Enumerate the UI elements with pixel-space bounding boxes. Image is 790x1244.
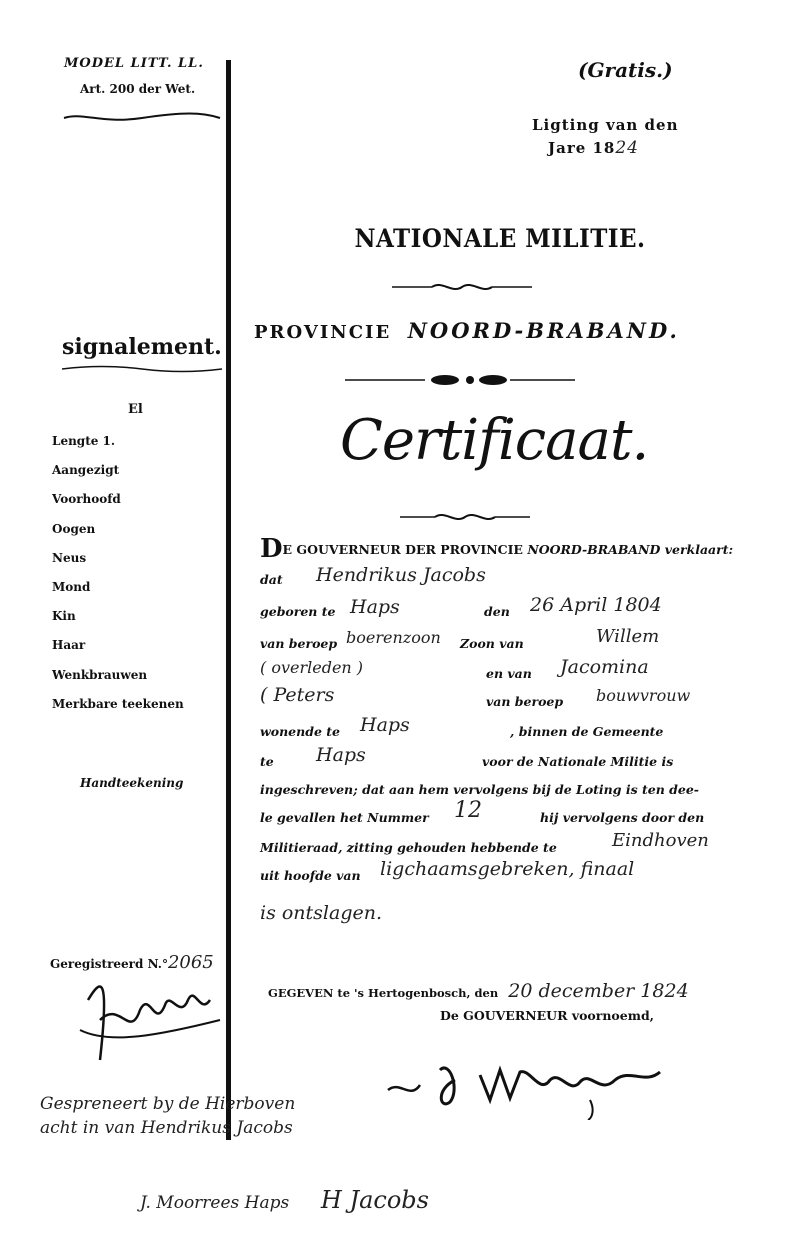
hw-given-date: 20 december 1824 <box>508 980 689 1002</box>
hw-deceased: ( overleden ) <box>260 658 364 677</box>
field-aangezigt: Aangezigt <box>52 463 120 478</box>
model-reference: MODEL LITT. LL. <box>64 56 204 71</box>
note-line-1: Gespreneert by de Hierboven <box>40 1094 296 1114</box>
field-voorhoofd: Voorhoofd <box>52 492 121 507</box>
hw-name: Hendrikus Jacobs <box>316 564 486 586</box>
hw-reason: ligchaamsgebreken, finaal <box>380 858 635 880</box>
article-reference: Art. 200 der Wet. <box>80 82 196 96</box>
hw-mother-occupation: bouwvrouw <box>596 686 691 705</box>
given-line <box>268 980 689 1002</box>
hw-lot-number: 12 <box>454 798 482 823</box>
ornament-divider <box>400 510 530 524</box>
hw-mother-surname: ( Peters <box>260 684 335 706</box>
hw-municipality: Haps <box>316 744 366 766</box>
province-label: PROVINCIE <box>254 322 392 343</box>
recruit-signature: H Jacobs <box>320 1186 429 1214</box>
field-oogen: Oogen <box>52 521 96 536</box>
signalement-heading: signalement. <box>62 334 222 360</box>
text-nationale-militie: voor de Nationale Militie is <box>482 754 674 769</box>
text-wonende-te: wonende te <box>260 724 340 739</box>
text-gegeven: GEGEVEN te 's Hertogenbosch, den <box>268 986 499 1000</box>
line-dat <box>260 564 486 587</box>
declaration-lead <box>260 534 733 564</box>
ligting-label: Ligting van den <box>532 116 679 134</box>
lead-text: E GOUVERNEUR DER PROVINCIE <box>282 542 523 557</box>
text-nummer: le gevallen het Nummer <box>260 810 429 825</box>
field-kin: Kin <box>52 609 76 624</box>
field-merkbare-teekenen: Merkbare teekenen <box>52 696 184 711</box>
hw-occupation: boerenzoon <box>346 628 441 647</box>
line-beroep <box>260 626 760 651</box>
ornament-divider <box>392 280 532 294</box>
line-ontslagen <box>260 902 382 924</box>
line-ingeschreven: ingeschreven; dat aan hem vervolgens bij de Loting is ten dee- <box>260 782 699 797</box>
registration-label: Geregistreerd N.° <box>50 957 168 971</box>
certificate-heading: Certificaat. <box>340 408 649 473</box>
text-dat: dat <box>260 572 283 587</box>
hw-mother: Jacomina <box>560 656 649 678</box>
ligting-year-printed: Jare 18 <box>548 139 616 157</box>
text-van-beroep-2: van beroep <box>486 694 564 709</box>
text-militieraad: Militieraad, zitting gehouden hebbende te <box>260 840 557 855</box>
ornamental-rule <box>62 364 222 374</box>
hw-discharged: is ontslagen. <box>260 902 383 924</box>
field-mond: Mond <box>52 579 91 594</box>
witness-signature: J. Moorrees Haps <box>140 1193 290 1213</box>
field-haar: Haar <box>52 638 86 653</box>
hw-father: Willem <box>596 626 660 647</box>
line-geboren <box>260 594 760 619</box>
hw-birthplace: Haps <box>350 596 400 618</box>
bottom-signatures <box>140 1186 429 1214</box>
text-zoon-van: Zoon van <box>460 636 524 651</box>
text-binnen-gemeente: , binnen de Gemeente <box>510 724 664 739</box>
line-te <box>260 744 760 769</box>
text-geboren-te: geboren te <box>260 604 336 619</box>
document-title: NATIONALE MILITIE. <box>354 224 646 253</box>
signature-scrawl <box>70 960 230 1070</box>
registration-number-handwritten: 2065 <box>167 952 214 973</box>
handteekening-label: Handteekening <box>80 776 184 790</box>
line-wonende <box>260 714 760 739</box>
ornament-divider <box>345 372 575 388</box>
text-van-beroep: van beroep <box>260 636 338 651</box>
lead-province: NOORD-BRABAND <box>527 542 661 557</box>
note-line-2: acht in van Hendrikus Jacobs <box>40 1118 293 1138</box>
governor-signature <box>380 1040 680 1120</box>
gratis-label: (Gratis.) <box>578 58 673 82</box>
province-name: NOORD-BRABAND. <box>407 318 680 343</box>
lead-end: verklaart: <box>664 542 734 557</box>
text-te: te <box>260 754 274 769</box>
ligting-year-handwritten: 24 <box>615 138 639 158</box>
field-neus: Neus <box>52 550 87 565</box>
signalement-fields <box>52 434 184 726</box>
text-den: den <box>484 604 510 619</box>
field-lengte: Lengte 1. <box>52 434 116 448</box>
ornamental-rule <box>62 110 222 126</box>
line-hoofde <box>260 858 760 883</box>
field-wenkbrauwen: Wenkbrauwen <box>52 667 148 682</box>
text-uit-hoofde: uit hoofde van <box>260 868 361 883</box>
line-nummer <box>260 798 760 825</box>
unit-label: El <box>128 402 143 417</box>
ligting-year <box>548 138 639 158</box>
line-militieraad <box>260 830 760 855</box>
governor-label: De GOUVERNEUR voornoemd, <box>440 1008 655 1023</box>
drop-cap: D <box>260 534 283 564</box>
text-vervolgens: hij vervolgens door den <box>540 810 705 825</box>
hw-residence: Haps <box>360 714 410 736</box>
hw-birthdate: 26 April 1804 <box>530 594 662 616</box>
text-en-van: en van <box>486 666 532 681</box>
handwritten-note <box>40 1092 295 1140</box>
province-line <box>254 318 680 343</box>
hw-council-place: Eindhoven <box>612 830 709 851</box>
